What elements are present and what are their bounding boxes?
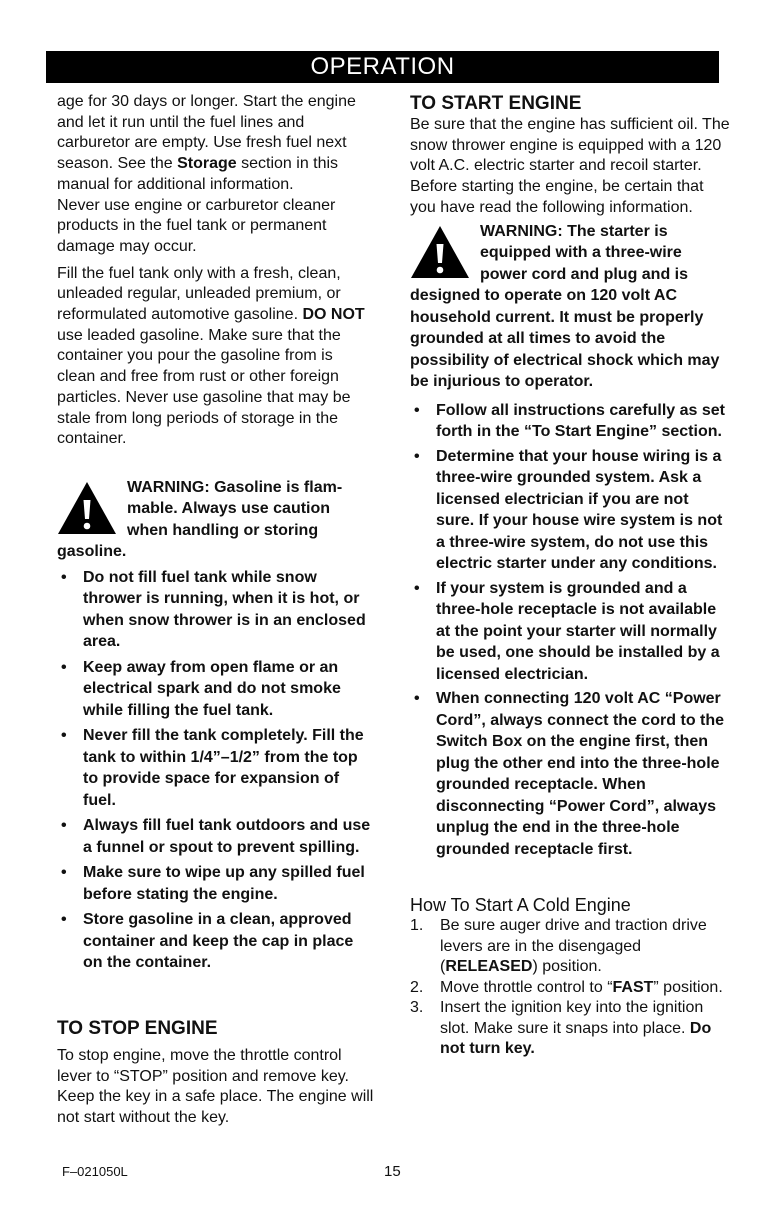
start-engine-heading: TO START ENGINE <box>410 93 582 114</box>
list-item: • Follow all instructions carefully as set forth in the “To Start Engine” section. <box>414 401 725 441</box>
list-item: 3. Insert the ignition key into the ignition slot. Make sure it snaps into place. Do not turn key. <box>410 999 712 1058</box>
fill-fuel-paragraph: Fill the fuel tank only with a fresh, clean, unleaded regular, unleaded premium, or reformulated automotive gasoline. DO NOT use leaded gasoline. Make sure that the container you pour the gasoline from is clean and free from rust or other foreign particles. Never use gasoline that may be stale from long periods of storage in the container. <box>57 264 365 448</box>
right-column <box>410 92 730 1060</box>
left-column <box>57 92 375 1129</box>
cold-engine-heading: How To Start A Cold Engine <box>410 895 631 916</box>
document-code: F–021050L <box>62 1164 128 1179</box>
list-item: • Store gasoline in a clean, approved container and keep the cap in place on the container. <box>61 911 354 972</box>
start-engine-intro: Be sure that the engine has sufficient oil. The snow thrower engine is equipped with a 120 volt A.C. electric starter and recoil starter. Before starting the engine, be certain that you have read the following information. <box>410 116 730 216</box>
section-banner: OPERATION <box>46 51 719 83</box>
list-item: 2. Move throttle control to “FAST” position. <box>410 978 723 996</box>
gasoline-safety-list <box>57 567 375 974</box>
starter-warning: WARNING: The starter is equipped with a three-wire power cord and plug and is designed to operate on 120 volt AC household current. It must be properly grounded at all times to avoid the possibility of electrical shock which may be injurious to operator. <box>410 222 720 391</box>
list-item: • Determine that your house wiring is a three-wire grounded system. Ask a licensed electrician if you are not sure. If your house wire system is not a three-wire system, do not use this electric starter under any conditions. <box>414 447 723 573</box>
list-item: • If your system is grounded and a three-hole receptacle is not available at the point your starter will normally be used, one should be installed by a licensed electrician. <box>414 579 720 683</box>
warning-triangle-icon <box>410 225 470 279</box>
warning-triangle-icon <box>57 481 117 535</box>
electrical-safety-list <box>410 400 730 861</box>
page-number: 15 <box>384 1163 401 1180</box>
cold-start-steps <box>410 916 730 1060</box>
stop-engine-paragraph: To stop engine, move the throttle control lever to “STOP” position and remove key. Keep the key in a safe place. The engine will not start without the key. <box>57 1046 374 1127</box>
cleaner-warning-paragraph: Never use engine or carburetor cleaner products in the fuel tank or permanent damage may occur. <box>57 196 336 255</box>
fuel-storage-paragraph: age for 30 days or longer. Start the engine and let it run until the fuel lines and carburetor are empty. Use fresh fuel next season. See the Storage section in this manual for additional information. <box>57 93 356 193</box>
gasoline-warning: WARNING: Gasoline is flam- mable. Always use caution when handling or storing gasoline. <box>57 478 343 561</box>
list-item: • Make sure to wipe up any spilled fuel before stating the engine. <box>61 864 365 903</box>
list-item: • Keep away from open flame or an electrical spark and do not smoke while filling the fuel tank. <box>61 658 341 719</box>
list-item: 1. Be sure auger drive and traction drive levers are in the disengaged (RELEASED) position. <box>410 917 707 976</box>
stop-engine-heading: TO STOP ENGINE <box>57 1017 218 1039</box>
list-item: • Never fill the tank completely. Fill the tank to within 1/4”–1/2” from the top to provide space for expansion of fuel. <box>61 727 364 809</box>
list-item: • When connecting 120 volt AC “Power Cord”, always connect the cord to the Switch Box on the engine first, then plug the other end into the three-hole grounded receptacle. When disconnecting “Power Cord”, always unplug the end in the three-hole grounded receptacle first. <box>414 690 725 858</box>
list-item: • Always fill fuel tank outdoors and use a funnel or spout to prevent spilling. <box>61 817 371 856</box>
list-item: • Do not fill fuel tank while snow thrower is running, when it is hot, or when snow thrower is in an enclosed area. <box>61 568 366 651</box>
